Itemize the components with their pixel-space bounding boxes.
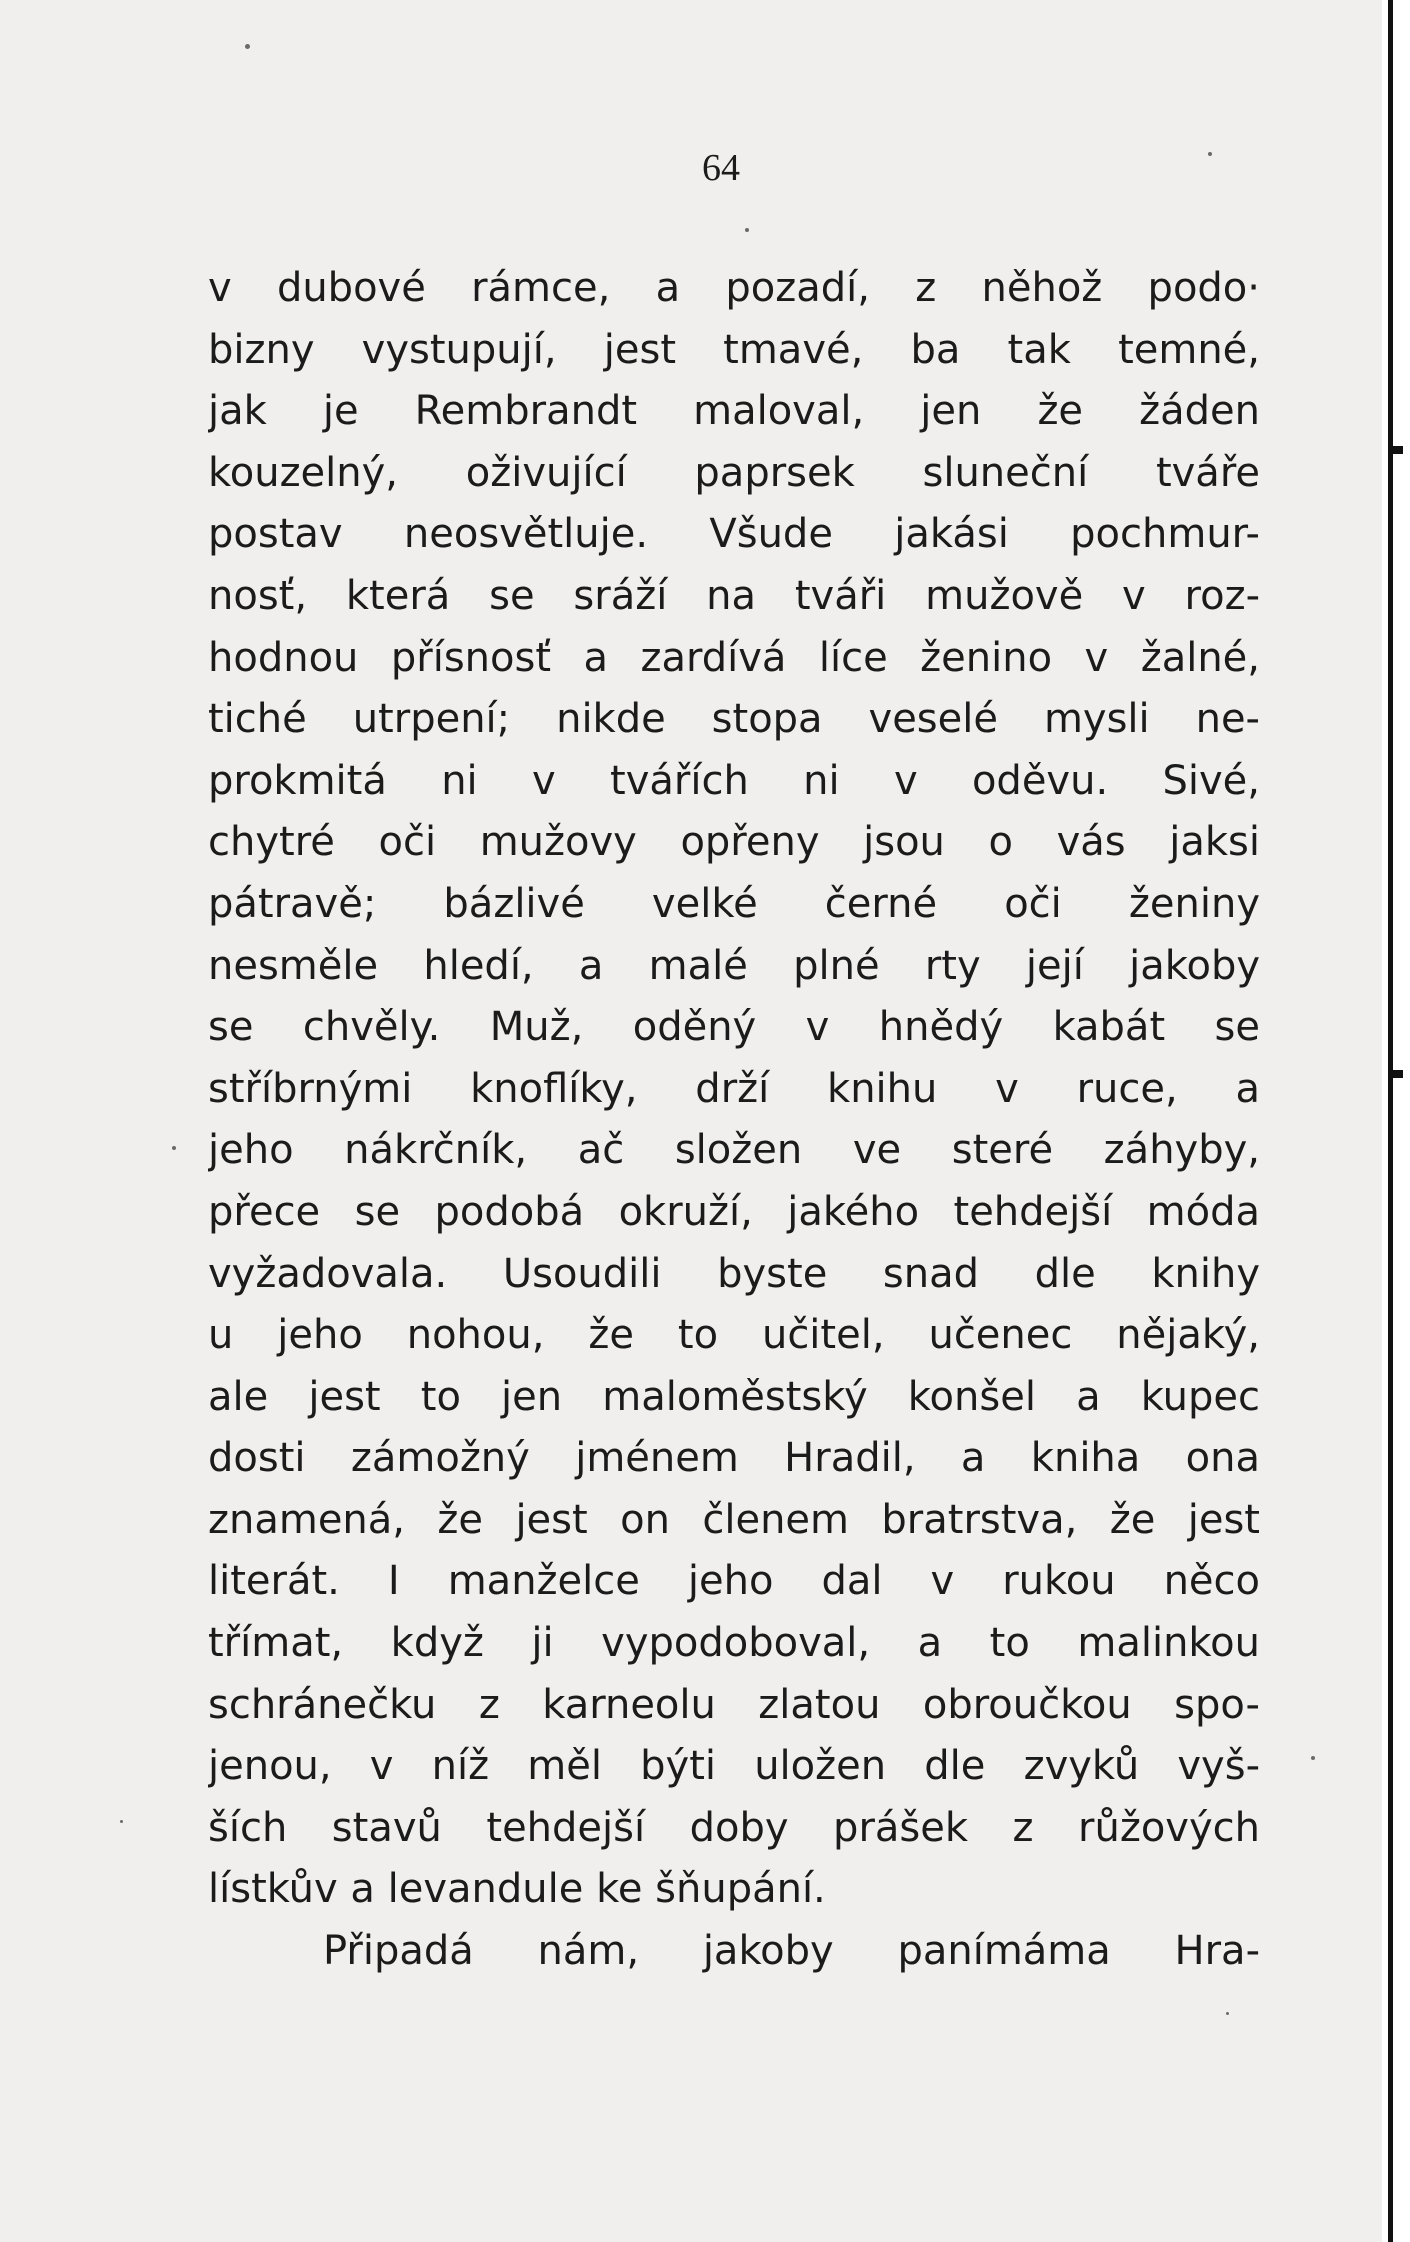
dust-speck xyxy=(172,1146,176,1150)
body-text xyxy=(208,258,1260,1983)
dust-speck xyxy=(1311,1756,1315,1760)
page-number: 64 xyxy=(702,147,740,189)
text-line: kouzelný, oživující paprsek sluneční tváře xyxy=(208,449,1260,496)
text-line: vyžadovala. Usoudili byste snad dle knihy xyxy=(208,1250,1260,1297)
text-line: v dubové rámce, a pozadí, z něhož podo· xyxy=(208,265,1260,311)
text-line: schránečku z karneolu zlatou obroučkou spo- xyxy=(208,1681,1260,1728)
text-line: jenou, v níž měl býti uložen dle zvyků vyš- xyxy=(208,1743,1260,1790)
text-line: pátravě; bázlivé velké černé oči ženiny xyxy=(208,880,1260,927)
text-line: ale jest to jen maloměstský konšel a kupec xyxy=(208,1373,1260,1420)
dust-speck xyxy=(120,1820,123,1823)
text-line: se chvěly. Muž, oděný v hnědý kabát se xyxy=(208,1004,1260,1051)
scan-edge-line xyxy=(1388,0,1393,2242)
text-line: jeho nákrčník, ač složen ve steré záhyby, xyxy=(208,1127,1260,1174)
page-edge xyxy=(1382,0,1410,2242)
text-line: hodnou přísnosť a zardívá líce ženino v žalné, xyxy=(208,634,1260,681)
dust-speck xyxy=(1208,152,1212,156)
text-line: prokmitá ni v tvářích ni v oděvu. Sivé, xyxy=(208,757,1260,804)
text-line: literát. I manželce jeho dal v rukou něco xyxy=(208,1558,1260,1605)
edge-notch xyxy=(1393,1070,1403,1078)
text-line: znamená, že jest on členem bratrstva, že jest xyxy=(208,1496,1260,1543)
text-line: nosť, která se sráží na tváři mužově v roz- xyxy=(208,572,1260,619)
edge-notch xyxy=(1393,446,1403,454)
text-line: jak je Rembrandt maloval, jen že žáden xyxy=(208,388,1260,435)
paragraph-start-line: Připadá nám, jakoby panímáma Hra- xyxy=(323,1928,1260,1975)
text-line: lístkův a levandule ke šňupání. xyxy=(208,1866,826,1913)
text-line: ších stavů tehdejší doby prášek z růžových xyxy=(208,1804,1260,1851)
text-line: přece se podobá okruží, jakého tehdejší móda xyxy=(208,1188,1260,1235)
text-line: u jeho nohou, že to učitel, učenec nějaký, xyxy=(208,1312,1260,1359)
text-line: třímat, když ji vypodoboval, a to malinkou xyxy=(208,1620,1260,1667)
dust-speck xyxy=(245,44,250,49)
text-line: dosti zámožný jménem Hradil, a kniha ona xyxy=(208,1435,1260,1482)
text-line: bizny vystupují, jest tmavé, ba tak temné, xyxy=(208,326,1260,373)
text-line: postav neosvětluje. Všude jakási pochmur- xyxy=(208,511,1260,558)
dust-speck xyxy=(1226,2012,1229,2015)
text-line: nesměle hledí, a malé plné rty její jakoby xyxy=(208,942,1260,989)
text-line: stříbrnými knoflíky, drží knihu v ruce, a xyxy=(208,1065,1260,1112)
text-line: tiché utrpení; nikde stopa veselé mysli ne- xyxy=(208,696,1260,743)
dust-speck xyxy=(745,228,749,232)
text-line: chytré oči mužovy opřeny jsou o vás jaksi xyxy=(208,819,1260,866)
